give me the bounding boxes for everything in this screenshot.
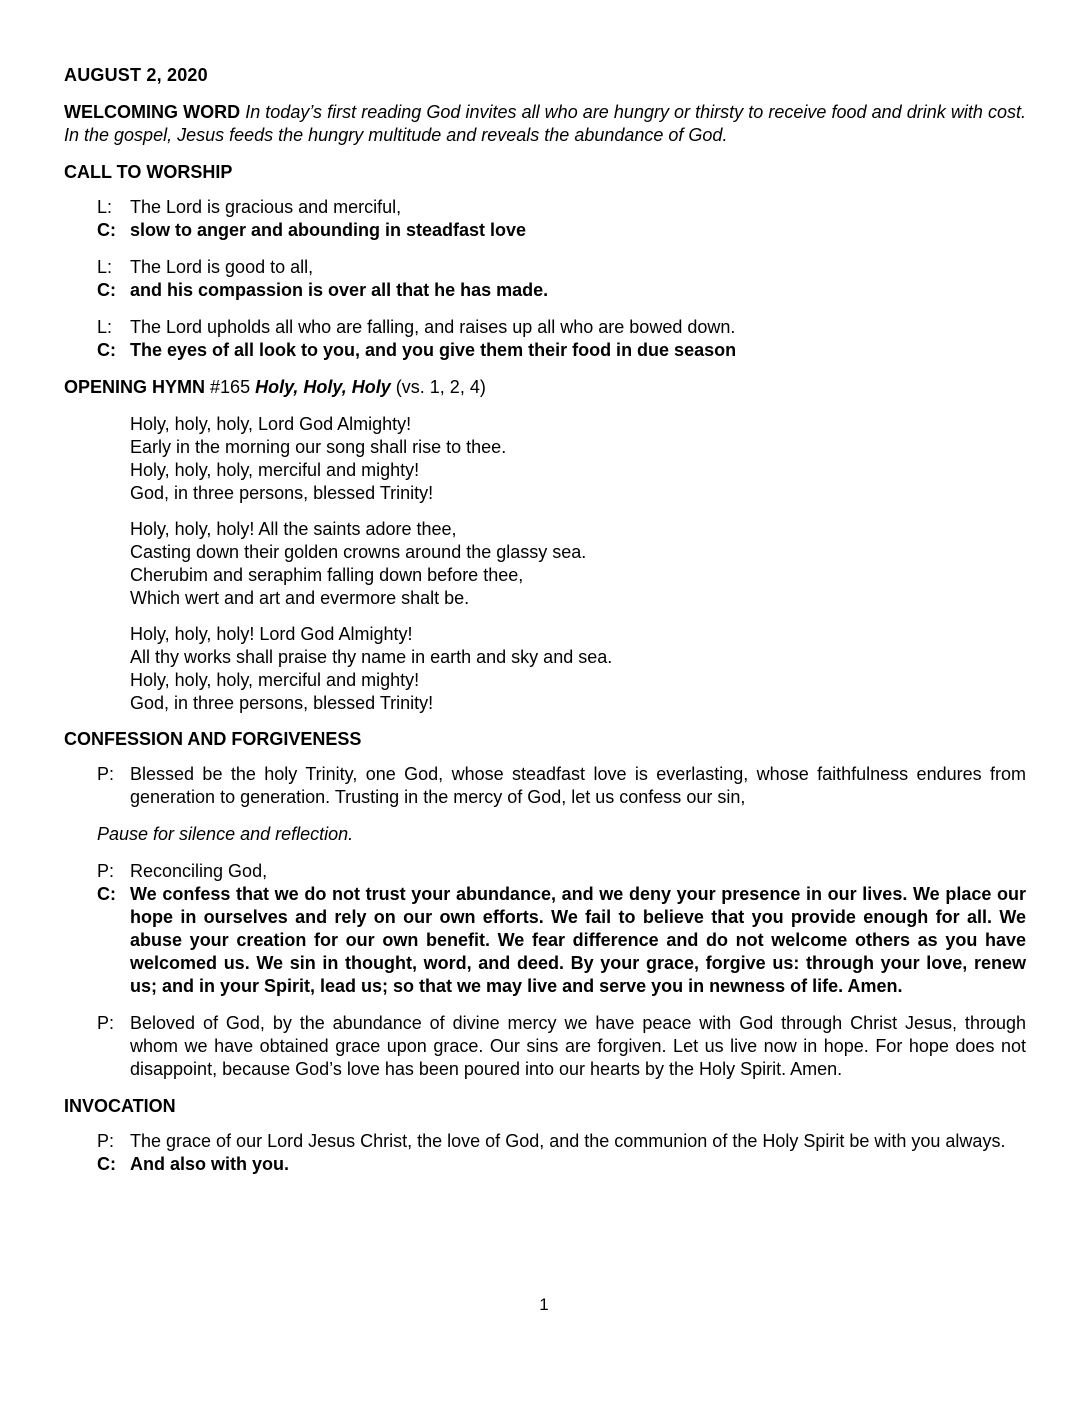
hymn-line: Casting down their golden crowns around the glassy sea. xyxy=(130,542,587,562)
confession-dialogue xyxy=(64,860,1026,998)
congregation-text: slow to anger and abounding in steadfast love xyxy=(130,220,527,240)
pastor-label: P: xyxy=(97,1013,115,1033)
pastor-label: P: xyxy=(97,764,115,784)
confession-intro-text: Blessed be the holy Trinity, one God, whose steadfast love is everlasting, whose faithfulness endures from generation to generation. Trusting in the mercy of God, let us confess our sin, xyxy=(130,764,1026,807)
congregation-line xyxy=(97,339,1026,362)
leader-line xyxy=(97,316,1026,339)
hymn-line: Early in the morning our song shall rise to thee. xyxy=(130,437,507,457)
hymn-verse-note: (vs. 1, 2, 4) xyxy=(395,377,486,397)
congregation-line xyxy=(97,219,1026,242)
invocation-dialogue xyxy=(64,1130,1026,1176)
hymn-line: God, in three persons, blessed Trinity! xyxy=(130,483,434,503)
invocation-response-text: And also with you. xyxy=(130,1154,290,1174)
invocation-response-line xyxy=(97,1153,1026,1176)
page-number: 1 xyxy=(539,1295,549,1314)
welcoming-word-text: In today’s first reading God invites all who are hungry or thirsty to receive food and drink with cost. In the gospel, Jesus feeds the hungry multitude and reveals the abundance of God. xyxy=(64,102,1026,145)
congregation-line xyxy=(97,279,1026,302)
hymn-stanza xyxy=(130,623,1026,715)
hymn-line: Cherubim and seraphim falling down before thee, xyxy=(130,565,524,585)
confession-heading: CONFESSION AND FORGIVENESS xyxy=(64,729,362,749)
silence-rubric: Pause for silence and reflection. xyxy=(97,824,354,844)
invocation-heading: INVOCATION xyxy=(64,1096,176,1116)
leader-label: L: xyxy=(97,257,113,277)
congregation-label: C: xyxy=(97,1154,116,1174)
congregation-label: C: xyxy=(97,340,116,360)
versicle-response-pair xyxy=(64,316,1026,362)
hymn-line: Holy, holy, holy, merciful and mighty! xyxy=(130,670,420,690)
absolution-line xyxy=(97,1012,1026,1081)
hymn-number: #165 xyxy=(210,377,251,397)
hymn-line: Holy, holy, holy! Lord God Almighty! xyxy=(130,624,413,644)
congregation-label: C: xyxy=(97,280,116,300)
leader-line xyxy=(97,196,1026,219)
pastor-label: P: xyxy=(97,1131,115,1151)
opening-hymn-heading xyxy=(64,376,1026,399)
invocation-greeting-text: The grace of our Lord Jesus Christ, the love of God, and the communion of the Holy Spirit be with you always. xyxy=(130,1131,1006,1151)
pastor-label: P: xyxy=(97,861,115,881)
congregation-confession-text: We confess that we do not trust your abundance, and we deny your presence in our lives. We place our hope in ourselves and rely on our own efforts. We fail to believe that you provide enough for all. We abuse your creation for our own benefit. We fear difference and do not welcome others as you have welcomed us. We sin in thought, word, and deed. By your grace, forgive us: through your love, renew us; and in your Spirit, lead us; so that we may live and serve you in newness of life. Amen. xyxy=(130,884,1026,996)
date-heading: AUGUST 2, 2020 xyxy=(64,65,208,85)
congregation-confession-line xyxy=(97,883,1026,998)
congregation-text: The eyes of all look to you, and you give them their food in due season xyxy=(130,340,737,360)
leader-text: The Lord upholds all who are falling, and raises up all who are bowed down. xyxy=(130,317,736,337)
leader-label: L: xyxy=(97,197,113,217)
hymn-line: Which wert and art and evermore shalt be. xyxy=(130,588,470,608)
leader-text: The Lord is good to all, xyxy=(130,257,314,277)
hymn-title: Holy, Holy, Holy xyxy=(255,377,391,397)
congregation-label: C: xyxy=(97,884,116,904)
call-to-worship-heading: CALL TO WORSHIP xyxy=(64,162,233,182)
pastor-address-text: Reconciling God, xyxy=(130,861,268,881)
congregation-text: and his compassion is over all that he has made. xyxy=(130,280,549,300)
congregation-label: C: xyxy=(97,220,116,240)
opening-hymn-label: OPENING HYMN xyxy=(64,377,206,397)
hymn-line: All thy works shall praise thy name in earth and sky and sea. xyxy=(130,647,613,667)
confession-intro-line xyxy=(97,763,1026,809)
leader-text: The Lord is gracious and merciful, xyxy=(130,197,402,217)
hymn-stanza xyxy=(130,518,1026,610)
hymn-line: God, in three persons, blessed Trinity! xyxy=(130,693,434,713)
pastor-address-line xyxy=(97,860,1026,883)
invocation-greeting-line xyxy=(97,1130,1026,1153)
hymn-stanza xyxy=(130,413,1026,505)
versicle-response-pair xyxy=(64,256,1026,302)
leader-line xyxy=(97,256,1026,279)
hymn-line: Holy, holy, holy, Lord God Almighty! xyxy=(130,414,412,434)
welcoming-word-paragraph xyxy=(64,101,1026,147)
versicle-response-pair xyxy=(64,196,1026,242)
absolution-text: Beloved of God, by the abundance of divine mercy we have peace with God through Christ Jesus, through whom we have obtained grace upon grace. Our sins are forgiven. Let us live now in hope. For hope does not disappoint, because God’s love has been poured into our hearts by the Holy Spirit. Amen. xyxy=(130,1013,1026,1079)
hymn-line: Holy, holy, holy, merciful and mighty! xyxy=(130,460,420,480)
welcoming-word-label: WELCOMING WORD xyxy=(64,102,241,122)
leader-label: L: xyxy=(97,317,113,337)
hymn-line: Holy, holy, holy! All the saints adore thee, xyxy=(130,519,457,539)
